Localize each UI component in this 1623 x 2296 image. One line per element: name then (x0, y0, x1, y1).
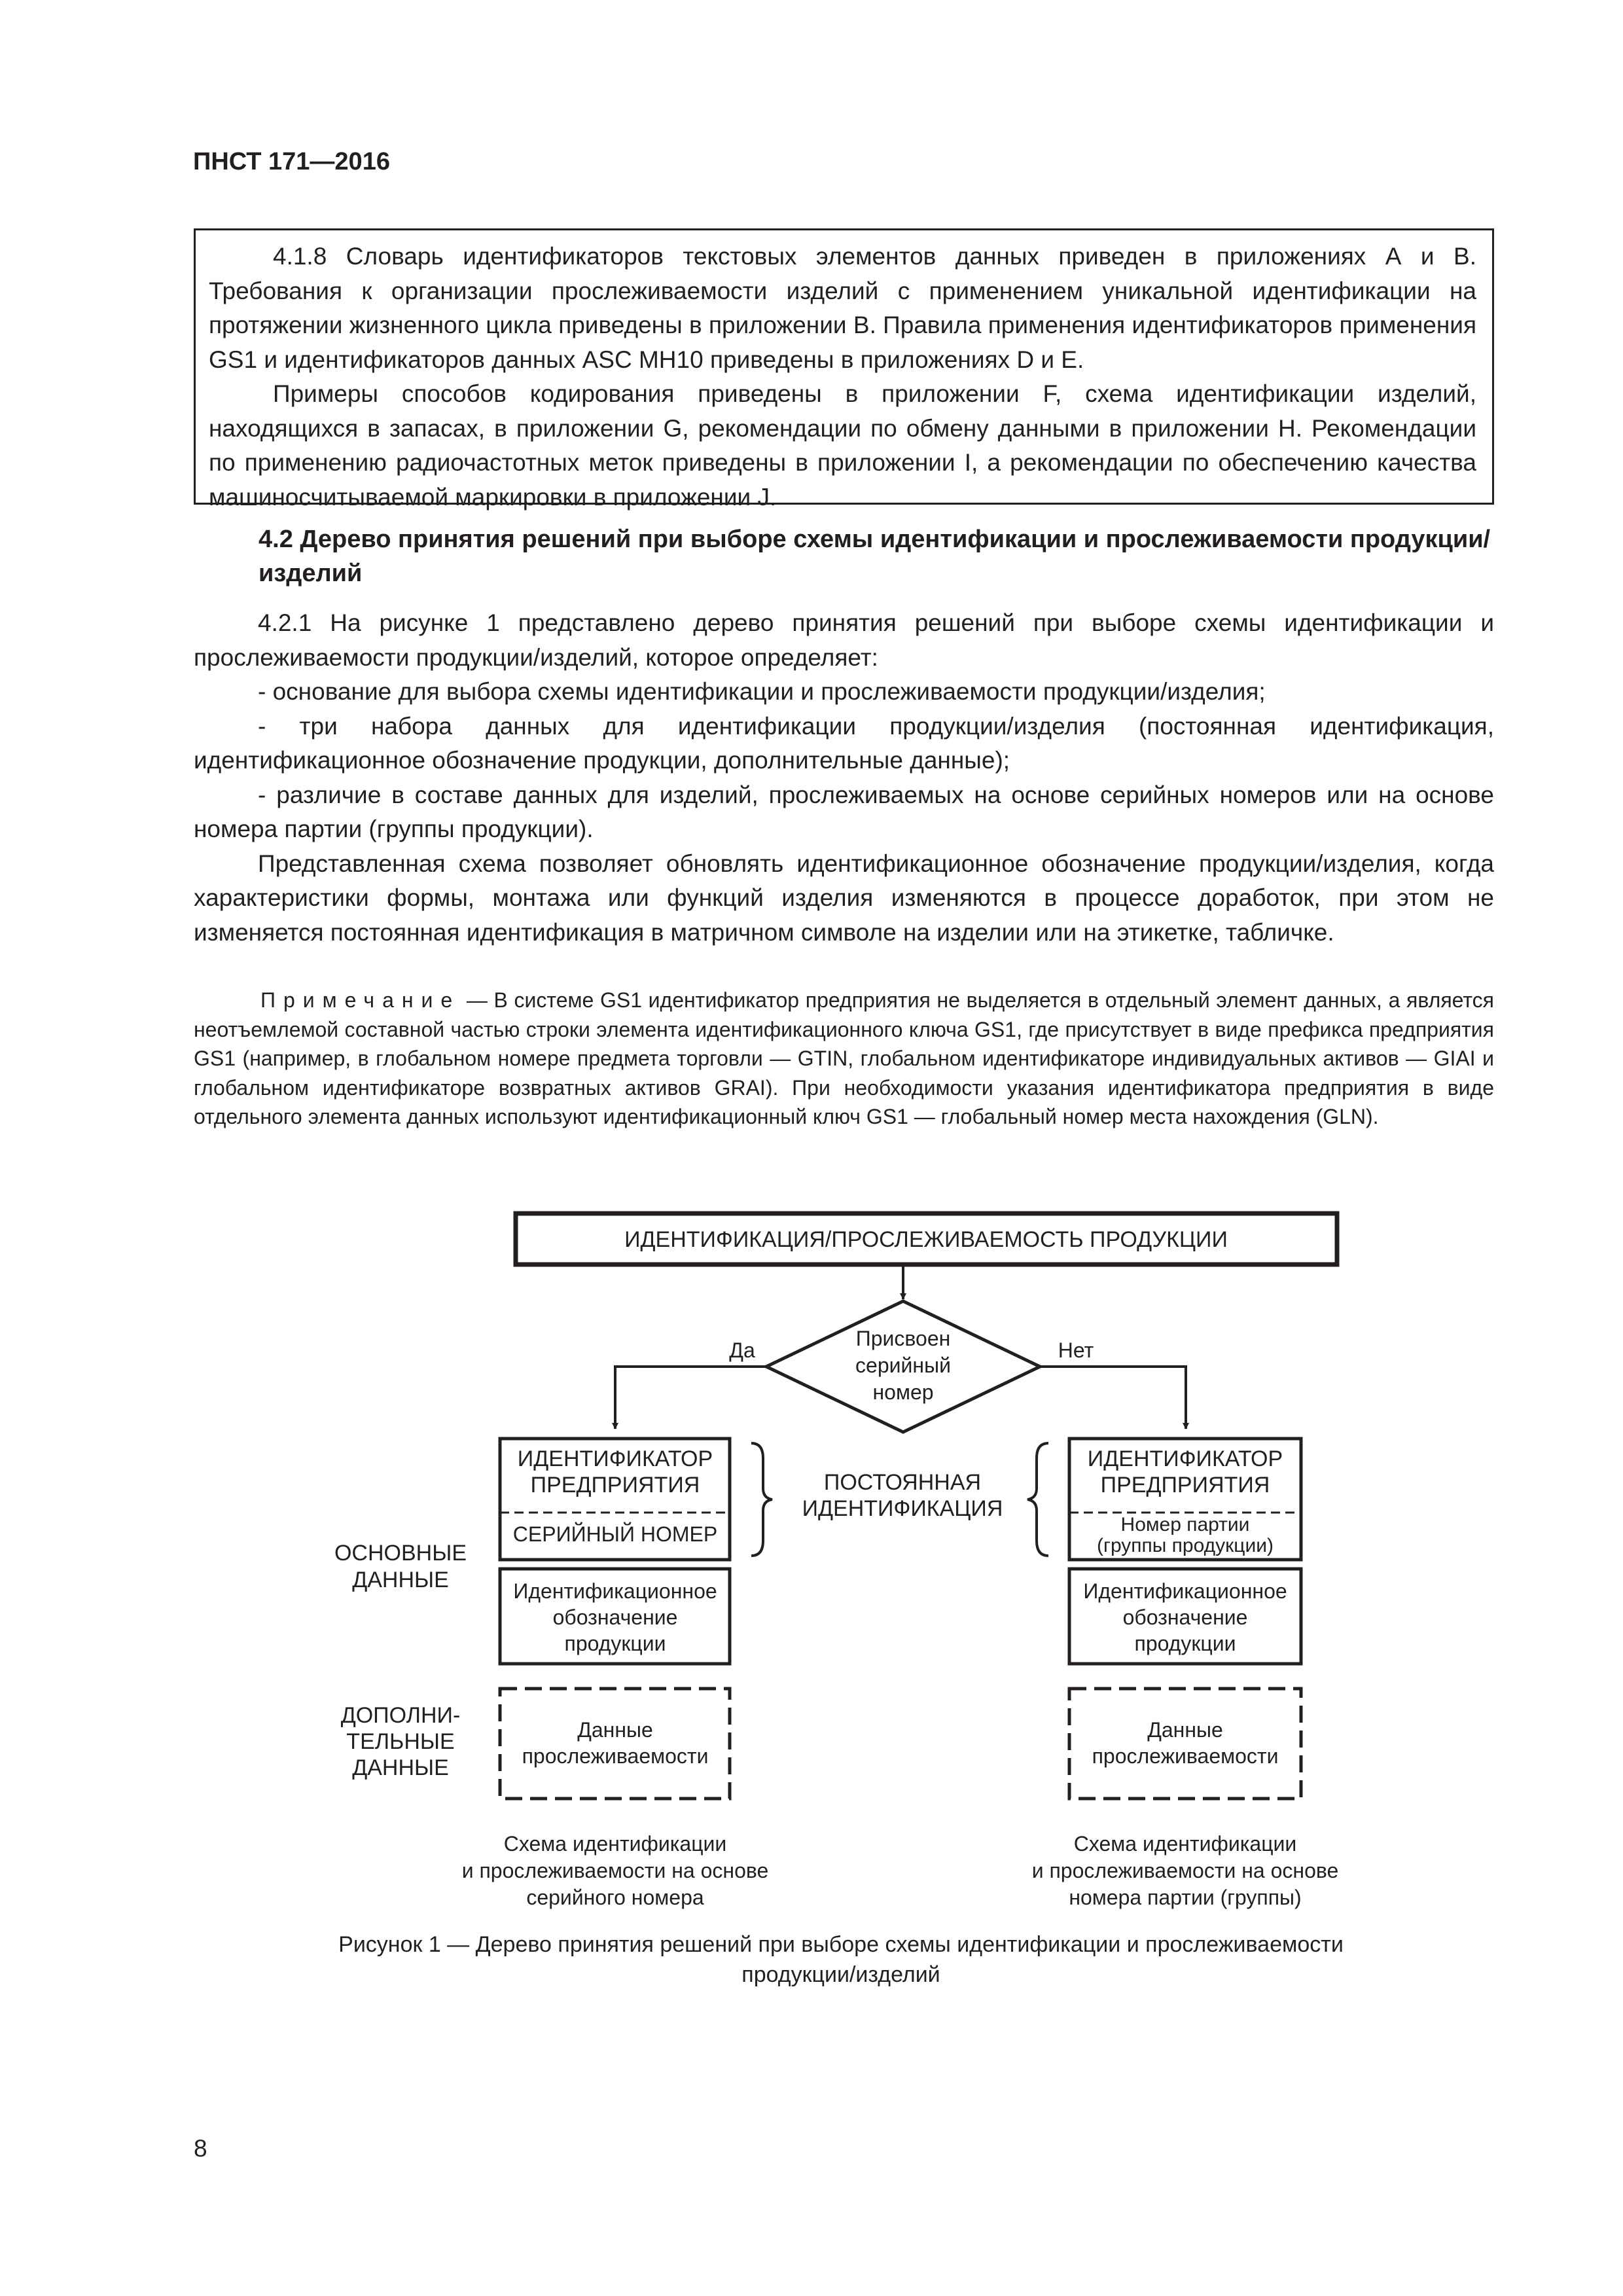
paragraph-4-2-1: 4.2.1 На рисунке 1 представлено дерево принятия решений при выборе схемы идентификации и прослеживаемости продукции/изделий, которое определяет: (194, 609, 1494, 671)
left-trace-line-1: Данные (577, 1718, 653, 1742)
arrow-no (1040, 1367, 1186, 1429)
note-text: — В системе GS1 идентификатор предприятия не выделяется в отдельный элемент данных, а является неотъемлемой составной частью строки элемента идентификационного ключа GS1, где присутствует в виде префикса предприятия GS1 (например, в глобальном номере предмета торговли — GTIN, глобальном идентификаторе индивидуальных активов — GIAI и глобальном идентификаторе возвратных активов GRAI). При необходимости указания идентификатора предприятия в виде отдельного элемента данных используют идентификационный ключ GS1 — глобальный номер места нахождения (GLN). (194, 988, 1494, 1128)
figure-caption-line-2: продукции/изделий (741, 1962, 940, 1987)
paragraph-4-1-8: 4.1.8 Словарь идентификаторов текстовых элементов данных приведен в приложениях А и В. Требования к организации прослеживаемости изделий с применением уникальной идентификации на протяжении жизненного цикла приведены в приложении В. Правила применения идентификаторов применения GS1 и идентификаторов данных ASC MH10 приведены в приложениях D и E. (209, 243, 1476, 373)
top-box-label: ИДЕНТИФИКАЦИЯ/ПРОСЛЕЖИВАЕМОСТЬ ПРОДУКЦИИ (624, 1227, 1228, 1252)
right-prod-line-1: Идентификационное (1083, 1579, 1287, 1603)
right-trace-line-2: прослеживаемости (1092, 1744, 1279, 1768)
right-batch-line-2: (группы продукции) (1097, 1535, 1274, 1556)
permanent-id-line-1: ПОСТОЯННАЯ (823, 1470, 982, 1495)
left-caption-line-3: серийного номера (526, 1886, 704, 1909)
right-caption-line-1: Схема идентификации (1073, 1832, 1297, 1856)
top-box (516, 1213, 1337, 1265)
right-prod-line-3: продукции (1134, 1632, 1236, 1655)
list-item: - основание для выбора схемы идентификации и прослеживаемости продукции/изделия; (258, 678, 1266, 705)
right-id-line-1: ИДЕНТИФИКАТОР (1087, 1446, 1283, 1471)
left-id-line-2: ПРЕДПРИЯТИЯ (530, 1473, 700, 1498)
right-brace (1027, 1443, 1048, 1556)
main-data-line-1: ОСНОВНЫЕ (334, 1541, 467, 1566)
left-caption-line-1: Схема идентификации (503, 1832, 727, 1856)
left-trace-line-2: прослеживаемости (522, 1744, 709, 1768)
extra-data-line-2: ТЕЛЬНЫЕ (346, 1729, 455, 1754)
right-caption-line-3: номера партии (группы) (1069, 1886, 1302, 1909)
section-heading-4-2: 4.2 Дерево принятия решений при выборе схемы идентификации и прослеживаемости продукции/изделий (259, 526, 1491, 587)
decision-line-1: Присвоен (855, 1327, 951, 1350)
paragraph-examples: Примеры способов кодирования приведены в приложении F, схема идентификации изделий, находящихся в запасах, в приложении G, рекомендации по обмену данными в приложении H. Рекомендации по применению радиочастотных меток приведены в приложении I, а рекомендации по обеспечению качества машиносчитываемой маркировки в приложении J. (209, 380, 1476, 511)
permanent-id-line-2: ИДЕНТИФИКАЦИЯ (802, 1496, 1003, 1521)
list-item: - различие в составе данных для изделий, прослеживаемых на основе серийных номеров или на основе номера партии (группы продукции). (194, 781, 1494, 842)
extra-data-line-1: ДОПОЛНИ- (340, 1703, 461, 1728)
right-caption-line-2: и прослеживаемости на основе (1031, 1859, 1339, 1882)
list-item: - три набора данных для идентификации продукции/изделия (постоянная идентификация, идентификационное обозначение продукции, дополнительные данные); (194, 712, 1494, 774)
right-trace-box (1069, 1689, 1301, 1799)
right-permanent-id-box (1069, 1439, 1301, 1560)
extra-data-line-3: ДАННЫЕ (352, 1755, 449, 1780)
decision-line-3: номер (872, 1380, 934, 1404)
left-id-line-1: ИДЕНТИФИКАТОР (517, 1446, 713, 1471)
main-data-line-2: ДАННЫЕ (352, 1568, 449, 1592)
arrow-yes (615, 1367, 766, 1429)
decision-line-2: серийный (855, 1354, 951, 1377)
right-product-box (1069, 1569, 1301, 1664)
decision-diamond (766, 1301, 1040, 1432)
paragraph-scheme: Представленная схема позволяет обновлять идентификационное обозначение продукции/изделия, когда характеристики формы, монтажа или функций изделия изменяются в процессе доработок, при этом не изменяется постоянная идентификация в матричном символе на изделии или на этикетке, табличке. (194, 850, 1494, 946)
left-trace-box (500, 1689, 730, 1799)
left-product-box (500, 1569, 730, 1664)
right-id-line-2: ПРЕДПРИЯТИЯ (1100, 1473, 1270, 1498)
right-prod-line-2: обозначение (1122, 1605, 1248, 1629)
left-prod-line-3: продукции (564, 1632, 666, 1655)
left-prod-line-2: обозначение (552, 1605, 678, 1629)
left-prod-line-1: Идентификационное (513, 1579, 717, 1603)
right-trace-line-1: Данные (1147, 1718, 1223, 1742)
label-no: Нет (1058, 1338, 1094, 1362)
note-label: Примечание (260, 988, 461, 1012)
left-brace (751, 1443, 772, 1556)
figure-caption-line-1: Рисунок 1 — Дерево принятия решений при выборе схемы идентификации и прослеживаемости (338, 1932, 1344, 1957)
right-batch-line-1: Номер партии (1120, 1514, 1250, 1535)
label-yes: Да (729, 1338, 755, 1362)
left-caption-line-2: и прослеживаемости на основе (461, 1859, 769, 1882)
document-header: ПНСТ 171—2016 (193, 148, 390, 175)
left-serial: СЕРИЙНЫЙ НОМЕР (512, 1522, 718, 1546)
left-permanent-id-box (500, 1439, 730, 1560)
page-number: 8 (194, 2135, 207, 2162)
